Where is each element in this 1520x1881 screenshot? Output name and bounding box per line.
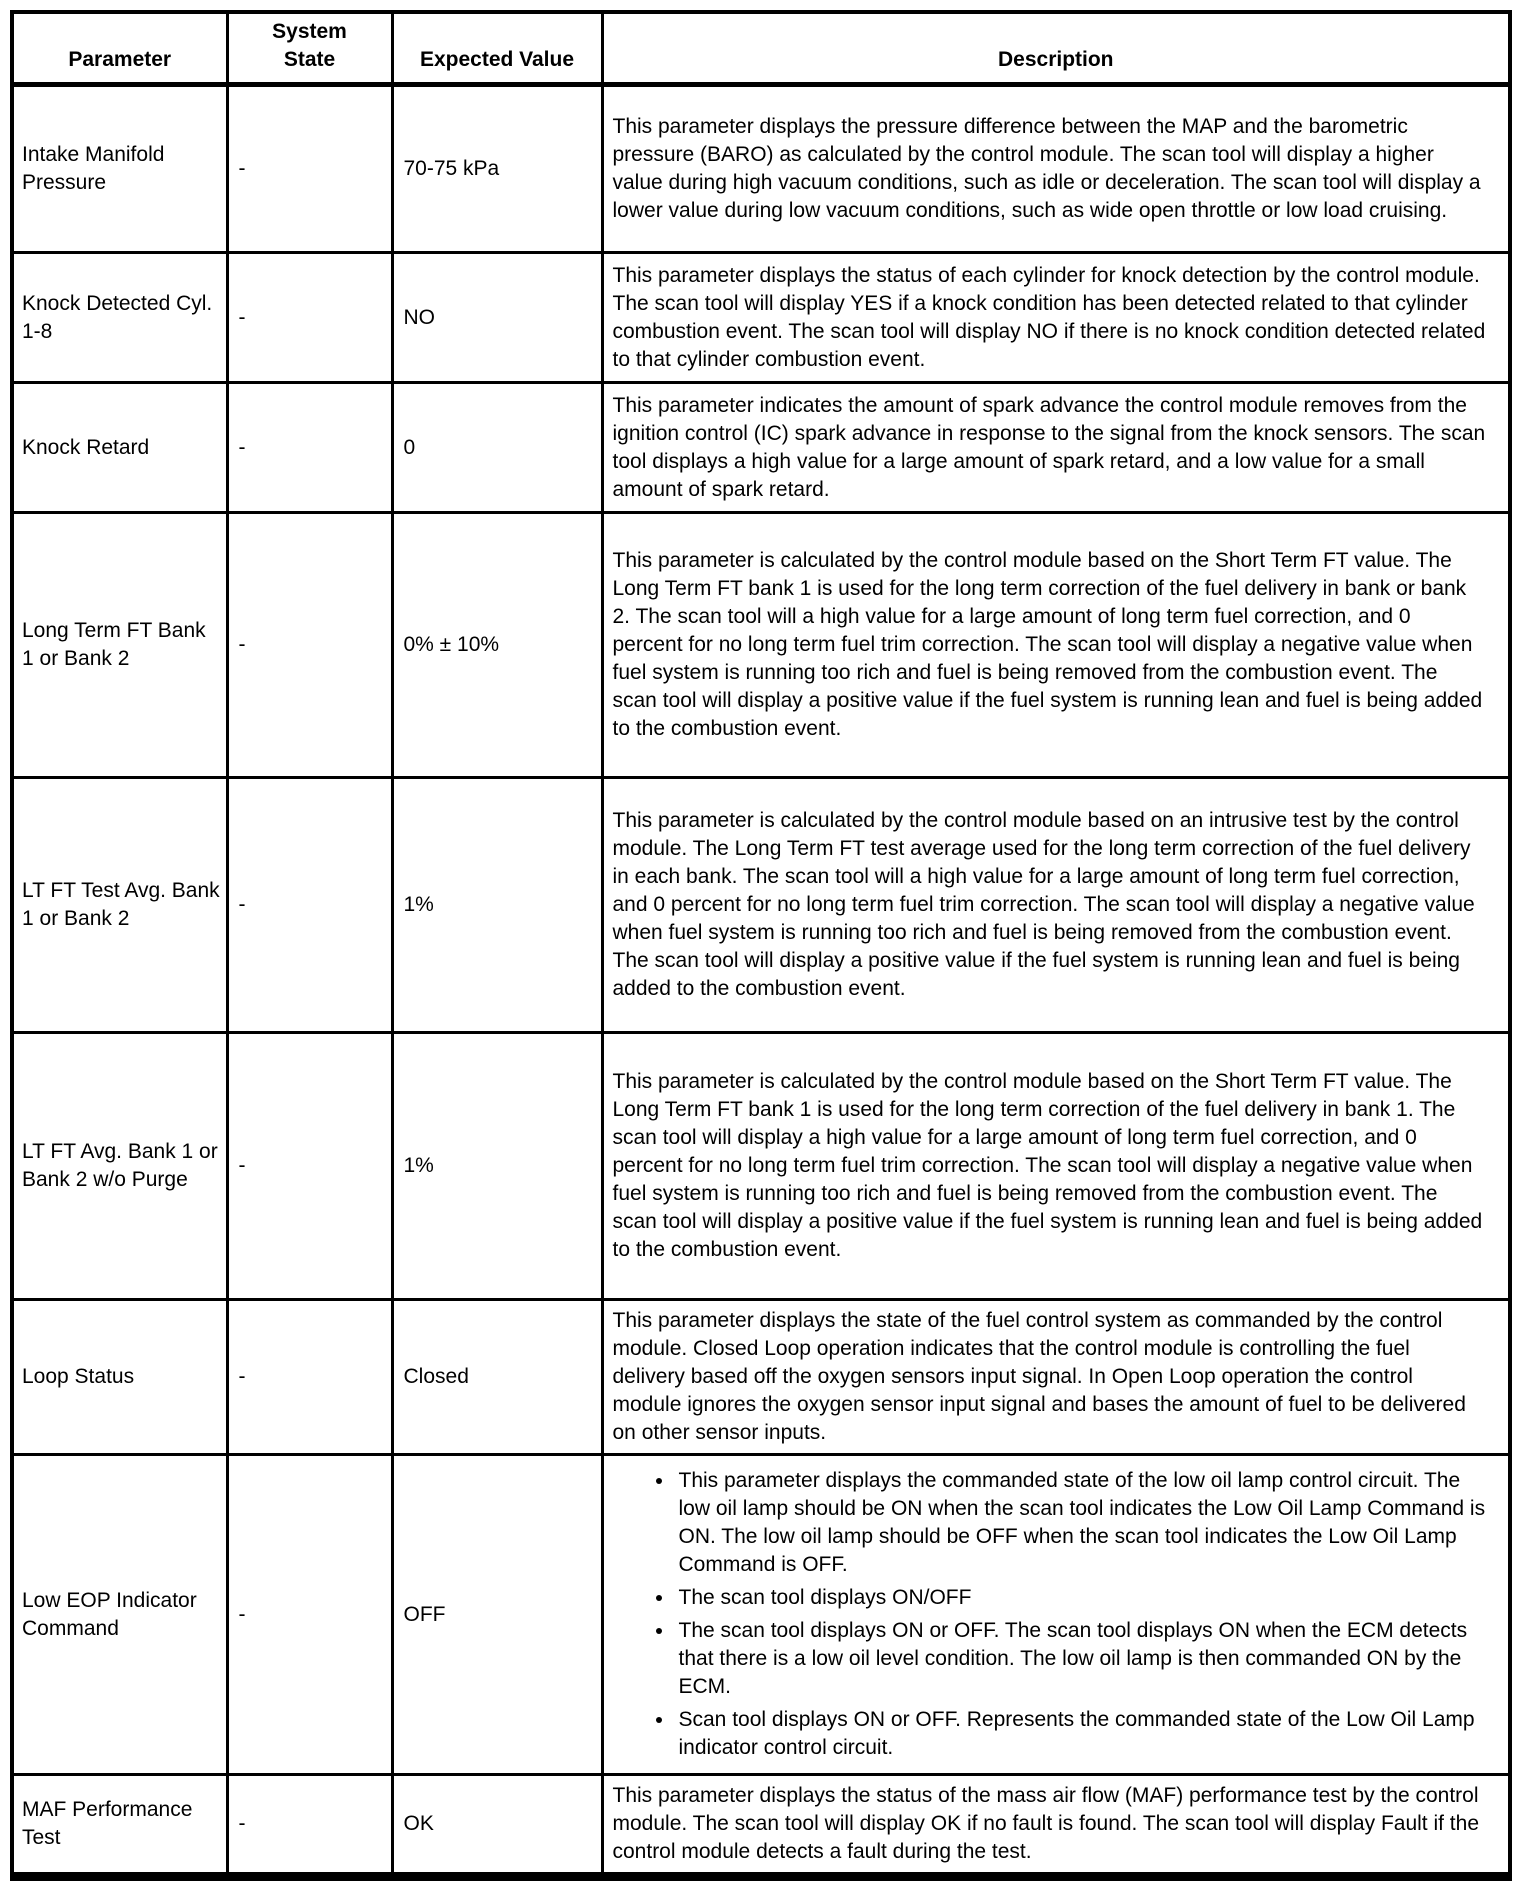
table-row: [12, 383, 1510, 513]
parameter-table: [10, 10, 1512, 1881]
parameter-cell: Loop Status: [12, 1300, 227, 1455]
description-cell: [602, 1775, 1510, 1877]
system-state-cell: -: [227, 85, 392, 253]
table-row: [12, 1033, 1510, 1300]
system-state-cell: -: [227, 1455, 392, 1775]
table-row: [12, 1300, 1510, 1455]
description-text: This parameter displays the pressure difference between the MAP and the barometric pressure (BARO) as calculated by the control module. The scan tool will display a higher value during high vacuum conditions, such as idle or deceleration. The scan tool will display a lower value during low vacuum conditions, such as wide open throttle or low load cruising.: [612, 115, 1481, 222]
parameter-cell: LT FT Avg. Bank 1 or Bank 2 w/o Purge: [12, 1033, 227, 1300]
system-state-cell: -: [227, 513, 392, 778]
bullet-item: • Scan tool displays ON or OFF. Represents the commanded state of the Low Oil Lamp indicator control circuit.: [675, 1706, 1487, 1762]
table-row: [12, 253, 1510, 383]
description-text: This parameter displays the status of the mass air flow (MAF) performance test by the control module. The scan tool will display OK if no fault is found. The scan tool will display Fault if the control module detects a fault during the test.: [612, 1784, 1479, 1863]
description-cell: [602, 1455, 1510, 1775]
system-state-cell: -: [227, 1300, 392, 1455]
description-bullet-list: [613, 1467, 1487, 1762]
parameter-cell: Knock Detected Cyl. 1-8: [12, 253, 227, 383]
parameter-cell: Long Term FT Bank 1 or Bank 2: [12, 513, 227, 778]
table-row: [12, 1455, 1510, 1775]
column-header-expected-value: Expected Value: [392, 12, 602, 85]
description-text: This parameter indicates the amount of spark advance the control module removes from the ignition control (IC) spark advance in response to the signal from the knock sensors. The scan tool displays a high value for a large amount of spark retard, and a low value for a small amount of spark retard.: [612, 393, 1486, 501]
column-header-system-state-line1: System: [272, 20, 347, 43]
parameter-cell: LT FT Test Avg. Bank 1 or Bank 2: [12, 778, 227, 1033]
column-header-system-state-line2: State: [283, 48, 336, 71]
description-cell: [602, 85, 1510, 253]
expected-value-cell: Closed: [392, 1300, 602, 1455]
parameter-cell: Low EOP Indicator Command: [12, 1455, 227, 1775]
expected-value-cell: 1%: [392, 778, 602, 1033]
expected-value-cell: 1%: [392, 1033, 602, 1300]
table-row: [12, 513, 1510, 778]
column-header-parameter: Parameter: [12, 12, 227, 85]
expected-value-cell: 0% ± 10%: [392, 513, 602, 778]
column-header-system-state: [227, 12, 392, 85]
description-text: This parameter is calculated by the control module based on the Short Term FT value. The Long Term FT bank 1 is used for the long term correction of the fuel delivery in bank or bank 2. The scan tool will a high value for a large amount of long term fuel correction, and 0 percent for no long term fuel trim correction. The scan tool will display a negative value when fuel system is running too rich and fuel is being removed from the combustion event. The scan tool will display a positive value if the fuel system is running lean and fuel is being added to the combustion event.: [612, 549, 1483, 740]
bullet-item: • This parameter displays the commanded state of the low oil lamp control circuit. The low oil lamp should be ON when the scan tool indicates the Low Oil Lamp Command is ON. The low oil lamp should be OFF when the scan tool indicates the Low Oil Lamp Command is OFF.: [675, 1467, 1487, 1579]
parameter-cell: Intake Manifold Pressure: [12, 85, 227, 253]
column-header-description: Description: [602, 12, 1510, 85]
parameter-cell: MAF Performance Test: [12, 1775, 227, 1877]
bullet-item: • The scan tool displays ON/OFF: [675, 1584, 1487, 1612]
table-row: [12, 1775, 1510, 1877]
description-cell: [602, 1300, 1510, 1455]
description-text: This parameter is calculated by the control module based on the Short Term FT value. The Long Term FT bank 1 is used for the long term correction of the fuel delivery in bank 1. The scan tool will display a high value for a large amount of long term fuel correction, and 0 percent for no long term fuel trim correction. The scan tool will display a negative value when fuel system is running too rich and fuel is being removed from the combustion event. The scan tool will display a positive value if the fuel system is running lean and fuel is being added to the combustion event.: [612, 1070, 1483, 1261]
description-text: This parameter is calculated by the control module based on an intrusive test by the control module. The Long Term FT test average used for the long term correction of the fuel delivery in each bank. The scan tool will a high value for a large amount of long term fuel correction, and 0 percent for no long term fuel trim correction. The scan tool will display a negative value when fuel system is running too rich and fuel is being removed from the combustion event. The scan tool will display a positive value if the fuel system is running lean and fuel is being added to the combustion event.: [612, 809, 1475, 1000]
expected-value-cell: OK: [392, 1775, 602, 1877]
description-cell: [602, 513, 1510, 778]
expected-value-cell: 0: [392, 383, 602, 513]
system-state-cell: -: [227, 253, 392, 383]
bullet-item: • The scan tool displays ON or OFF. The scan tool displays ON when the ECM detects that there is a low oil level condition. The low oil lamp is then commanded ON by the ECM.: [675, 1617, 1487, 1701]
description-cell: [602, 1033, 1510, 1300]
system-state-cell: -: [227, 778, 392, 1033]
expected-value-cell: OFF: [392, 1455, 602, 1775]
expected-value-cell: 70-75 kPa: [392, 85, 602, 253]
description-text: This parameter displays the state of the fuel control system as commanded by the control module. Closed Loop operation indicates that the control module is controlling the fuel delivery based off the oxygen sensors input signal. In Open Loop operation the control module ignores the oxygen sensor input signal and bases the amount of fuel to be delivered on other sensor inputs.: [612, 1309, 1466, 1444]
expected-value-cell: NO: [392, 253, 602, 383]
description-cell: [602, 253, 1510, 383]
system-state-cell: -: [227, 383, 392, 513]
system-state-cell: -: [227, 1033, 392, 1300]
description-cell: [602, 383, 1510, 513]
parameter-cell: Knock Retard: [12, 383, 227, 513]
table-header-row: [12, 12, 1510, 85]
table-row: [12, 85, 1510, 253]
system-state-cell: -: [227, 1775, 392, 1877]
table-row: [12, 778, 1510, 1033]
description-cell: [602, 778, 1510, 1033]
description-text: This parameter displays the status of each cylinder for knock detection by the control module. The scan tool will display YES if a knock condition has been detected related to that cylinder combustion event. The scan tool will display NO if there is no knock condition detected related to that cylinder combustion event.: [612, 263, 1486, 371]
